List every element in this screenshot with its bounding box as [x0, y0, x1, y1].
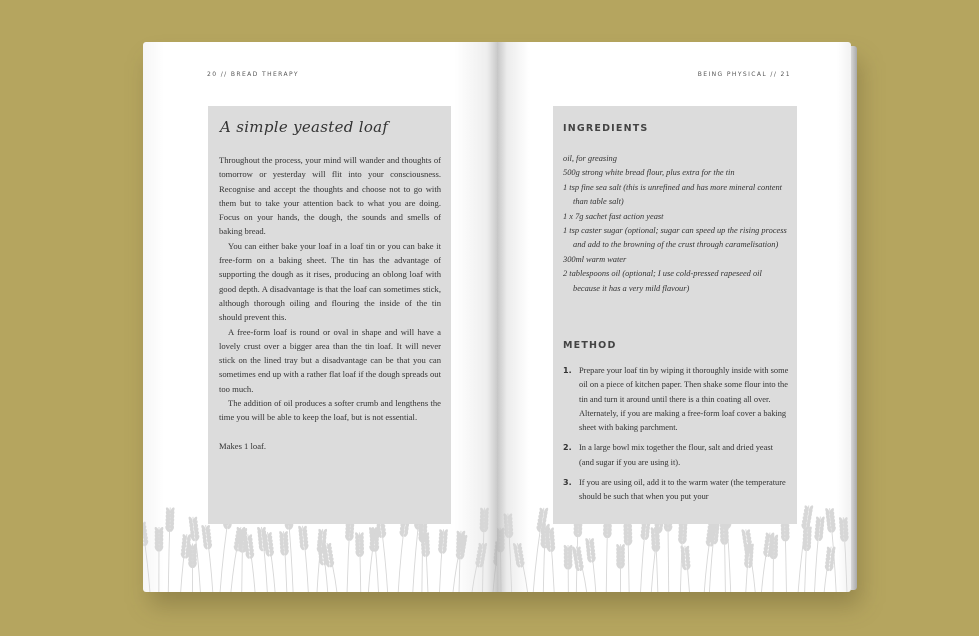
- right-page: [497, 42, 851, 592]
- method-step: [563, 364, 789, 435]
- ingredient-item: 1 x 7g sachet fast action yeast: [563, 211, 664, 221]
- ingredient-item: 500g strong white bread flour, plus extra for the tin: [563, 168, 735, 178]
- book-gutter: [487, 42, 507, 592]
- right-running-head: BEING PHYSICAL // 21: [697, 71, 791, 78]
- ingredient-item: 2 tablespoons oil (optional; I use cold-pressed rapeseed oil because it has a very mild flavour): [563, 269, 762, 293]
- recipe-title: A simple yeasted loaf: [220, 118, 389, 136]
- method-step: [563, 441, 789, 470]
- book-cover-edge: [851, 46, 857, 590]
- step-text: If you are using oil, add it to the warm water (the temperature should be such that when you put your: [579, 478, 786, 502]
- open-book: [143, 42, 855, 602]
- step-number: 1.: [563, 366, 572, 375]
- recipe-method-panel: [553, 106, 797, 524]
- intro-paragraph: You can either bake your loaf in a loaf tin or you can bake it free-form on a baking sheet. The tin has the advantage of supporting the dough as it rises, producing an oblong loaf with good depth. A disadvantage is that the loaf can sometimes stick, although thorough oiling and flouring the inside of the tin should prevent this.: [219, 240, 441, 323]
- step-text: In a large bowl mix together the flour, salt and dried yeast (and sugar if you are using it).: [579, 443, 773, 467]
- ingredient-item: 1 tsp caster sugar (optional; sugar can speed up the rising process and add to the browning of the crust through caramelisation): [563, 226, 787, 250]
- step-text: Prepare your loaf tin by wiping it thoroughly inside with some oil on a piece of kitchen paper. Then shake some flour into the tin and turn it around until there is a thin coating all over. Alternately, if you are making a free-form loaf cover a baking sheet with baking parchment.: [579, 366, 789, 433]
- recipe-yield: Makes 1 loaf.: [219, 440, 267, 451]
- intro-paragraph: A free-form loaf is round or oval in shape and will have a lovely crust over a bigger area than the tin loaf. It will never stick on the lined tray but a disadvantage can be that you can sometimes end up with a rather flat loaf if the dough spreads out too much.: [219, 326, 441, 394]
- ingredient-item: 300ml warm water: [563, 254, 627, 264]
- ingredient-item: oil, for greasing: [563, 154, 617, 163]
- recipe-intro-panel: [208, 106, 451, 524]
- ingredients-list: [563, 152, 789, 296]
- method-heading: METHOD: [563, 340, 617, 351]
- left-page: [143, 42, 497, 592]
- ingredient-item: 1 tsp fine sea salt (this is unrefined and has more mineral content than table salt): [563, 182, 782, 207]
- intro-paragraph: Throughout the process, your mind will wander and thoughts of tomorrow or yesterday will flit into your consciousness. Recognise and accept the thoughts and choose not to go with them but to take your attention back to what you are doing. Focus on your hands, the dough, the sounds and smells of baking bread.: [219, 155, 441, 237]
- recipe-intro-text: [219, 153, 441, 453]
- intro-paragraph: The addition of oil produces a softer crumb and lengthens the time you will be able to keep the loaf, but is not essential.: [219, 398, 441, 423]
- method-steps: [563, 364, 789, 511]
- step-number: 3.: [563, 478, 572, 488]
- step-number: 2.: [563, 443, 572, 453]
- method-step: [563, 476, 789, 505]
- ingredients-heading: INGREDIENTS: [563, 123, 649, 134]
- left-running-head: 20 // BREAD THERAPY: [207, 71, 299, 78]
